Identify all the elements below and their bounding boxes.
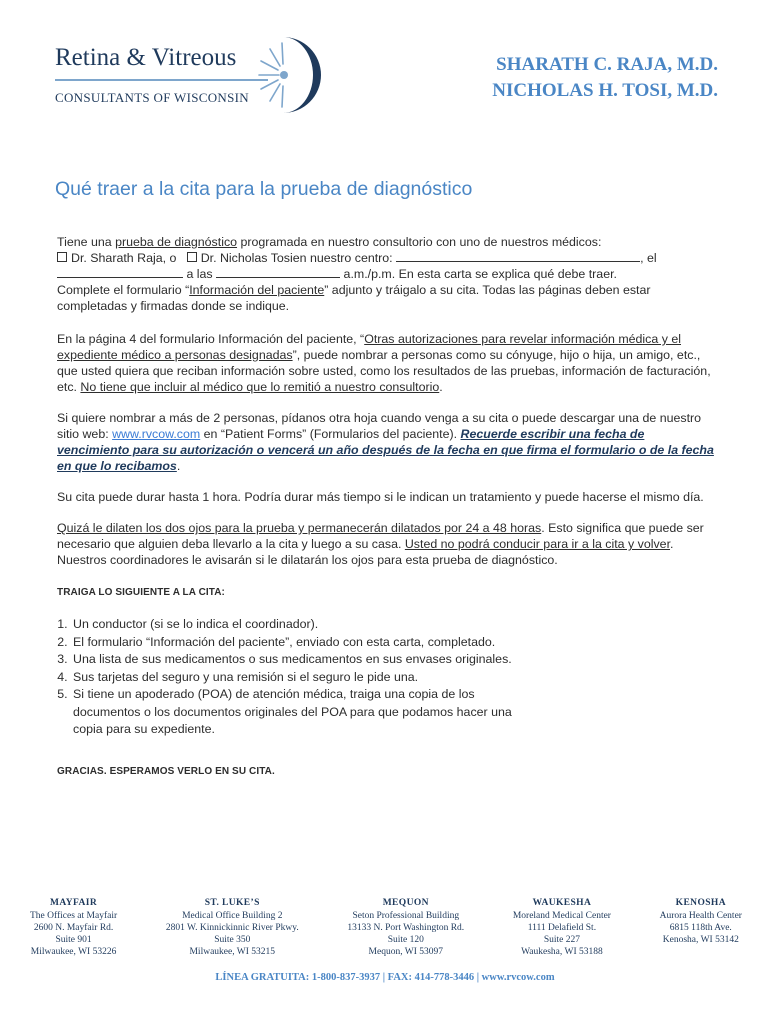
time-blank[interactable]	[216, 266, 340, 278]
doctor-names	[492, 52, 718, 104]
location-line: 2801 W. Kinnickinnic River Pkwy.	[165, 923, 299, 933]
location-blank[interactable]	[396, 250, 640, 262]
location-name: ST. LUKE’S	[204, 898, 260, 908]
patient-forms-text: en “Patient Forms” (Formularios del paciente).	[200, 427, 461, 441]
location-name: WAUKESHA	[532, 898, 592, 908]
option-tosi-label: Dr. Nicholas Tosien nuestro centro:	[200, 251, 393, 265]
location-line: Moreland Medical Center	[512, 911, 611, 921]
location-line: Kenosha, WI 53142	[662, 935, 739, 945]
more-persons-paragraph	[57, 410, 717, 474]
location-line: Milwaukee, WI 53226	[30, 947, 117, 957]
date-blank[interactable]	[57, 266, 183, 278]
no-driving-warning: Usted no podrá conducir para ir a la cita y volver	[404, 537, 671, 551]
dilation-warning: Quizá le dilaten los dos ojos para la prueba y permanecerán dilatados por 24 a 48 horas	[57, 521, 542, 535]
location-line: 13133 N. Port Washington Rd.	[347, 923, 465, 933]
location-line: Suite 350	[214, 935, 251, 945]
location-line: 6815 118th Ave.	[669, 923, 732, 933]
location-line: Milwaukee, WI 53215	[189, 947, 276, 957]
checkbox-tosi[interactable]	[187, 252, 197, 262]
patient-info-form-text: Información del paciente	[189, 283, 325, 297]
list-item: 3. Una lista de sus medicamentos o sus medicamentos en sus envases originales.	[71, 651, 527, 669]
authorization-paragraph	[57, 331, 717, 395]
list-item: 1. Un conductor (si se lo indica el coordinador).	[71, 616, 527, 634]
doctor-name-raja: SHARATH C. RAJA, M.D.	[496, 54, 718, 75]
auth-period: .	[439, 380, 443, 394]
option-raja-label: Dr. Sharath Raja, o	[71, 251, 177, 265]
bring-list	[57, 616, 527, 739]
location-waukesha	[513, 897, 611, 958]
dilation-paragraph	[57, 520, 717, 568]
list-item: 2. El formulario “Información del paciente”, enviado con esta carta, completado.	[71, 634, 527, 652]
eye-logo-icon	[253, 35, 323, 115]
location-line: Seton Professional Building	[352, 911, 460, 921]
logo-subtitle: CONSULTANTS OF WISCONSIN	[55, 90, 249, 105]
location-line: Mequon, WI 53097	[368, 947, 444, 957]
logo-divider	[55, 79, 268, 81]
location-line: Suite 227	[543, 935, 580, 945]
location-line: Medical Office Building 2	[182, 911, 283, 921]
intro-text-2: programada en nuestro consultorio con uno de nuestros médicos:	[237, 235, 602, 249]
location-line: Waukesha, WI 53188	[521, 947, 603, 957]
doctor-name-tosi: NICHOLAS H. TOSI, M.D.	[492, 80, 718, 101]
list-item: 4. Sus tarjetas del seguro y una remisión si el seguro le pide una.	[71, 669, 527, 687]
form-text-2: ” adjunto y tráigalo a su cita. Todas las páginas deben estar completadas y firmadas donde se indique.	[57, 283, 651, 313]
logo-title: Retina & Vitreous	[55, 44, 237, 71]
duration-text: Su cita puede durar hasta 1 hora. Podría durar más tiempo si le indican un tratamiento y puede hacerse el mismo día.	[57, 490, 704, 504]
thanks-text: GRACIAS. ESPERAMOS VERLO EN SU CITA.	[57, 766, 275, 777]
location-mequon	[347, 897, 464, 958]
bring-heading: TRAIGA LO SIGUIENTE A LA CITA:	[57, 587, 225, 598]
contact-hotline: LÍNEA GRATUITA: 1-800-837-3937 | FAX: 414-778-3446 | www.rvcow.com	[215, 972, 555, 983]
checkbox-raja[interactable]	[57, 252, 67, 262]
auth-note: No tiene que incluir al médico que lo remitió a nuestro consultorio	[80, 380, 440, 394]
location-line: Aurora Health Center	[659, 911, 742, 921]
location-line: Suite 901	[55, 935, 92, 945]
location-line: Suite 120	[387, 935, 424, 945]
diagnostic-test-text: prueba de diagnóstico	[115, 235, 238, 249]
location-name: MEQUON	[382, 898, 429, 908]
location-st-lukes	[166, 897, 299, 958]
dilation-text: . Esto significa que puede ser necesario que alguien deba llevarlo a la cita y luego a su casa.	[57, 521, 704, 551]
time-prefix: a las	[186, 267, 213, 281]
location-line: The Offices at Mayfair	[30, 911, 118, 921]
location-name: KENOSHA	[675, 898, 726, 908]
location-kenosha	[660, 897, 742, 958]
page-title: Qué traer a la cita para la prueba de diagnóstico	[55, 178, 473, 200]
auth-section-name: Otras autorizaciones para revelar información médica y el expediente médico a personas designadas	[57, 332, 681, 362]
intro-text: Tiene una	[57, 235, 116, 249]
time-suffix: a.m./p.m. En esta carta se explica qué debe traer.	[343, 267, 617, 281]
dilation-text-2: . Nuestros coordinadores le avisarán si le dilatarán los ojos para esta prueba de diagnóstico.	[57, 537, 674, 567]
practice-logo	[55, 40, 325, 120]
auth-text: En la página 4 del formulario Información del paciente, “	[57, 332, 365, 346]
list-item: 5. Si tiene un apoderado (POA) de atención médica, traiga una copia de los documentos o los documentos originales del POA para que podamos hacer una copia para su expediente.	[71, 686, 527, 739]
more-persons-text: Si quiere nombrar a más de 2 personas, pídanos otra hoja cuando venga a su cita o puede descargar una de nuestro sitio web:	[57, 411, 702, 441]
location-line: 2600 N. Mayfair Rd.	[33, 923, 114, 933]
expiration-reminder: Recuerde escribir una fecha de vencimiento para su autorización o vencerá un año después de la fecha en que firma el formulario o de la fecha en que lo recibamos	[57, 427, 714, 473]
el-text: , el	[640, 251, 657, 265]
office-locations	[30, 897, 742, 958]
website-link[interactable]: www.rvcow.com	[112, 427, 201, 441]
auth-text-2: ”, puede nombrar a personas como su cónyuge, hijo o hija, un amigo, etc., que usted quiera que reciban información sobre usted, como los resultados de las pruebas, información de facturación, etc.	[57, 348, 711, 394]
reminder-period: .	[176, 459, 181, 473]
duration-paragraph	[57, 489, 717, 505]
intro-paragraph	[57, 234, 717, 314]
location-name: MAYFAIR	[50, 898, 98, 908]
location-line: 1111 Delafield St.	[527, 923, 597, 933]
form-text: Complete el formulario “	[57, 283, 190, 297]
location-mayfair	[30, 897, 117, 958]
